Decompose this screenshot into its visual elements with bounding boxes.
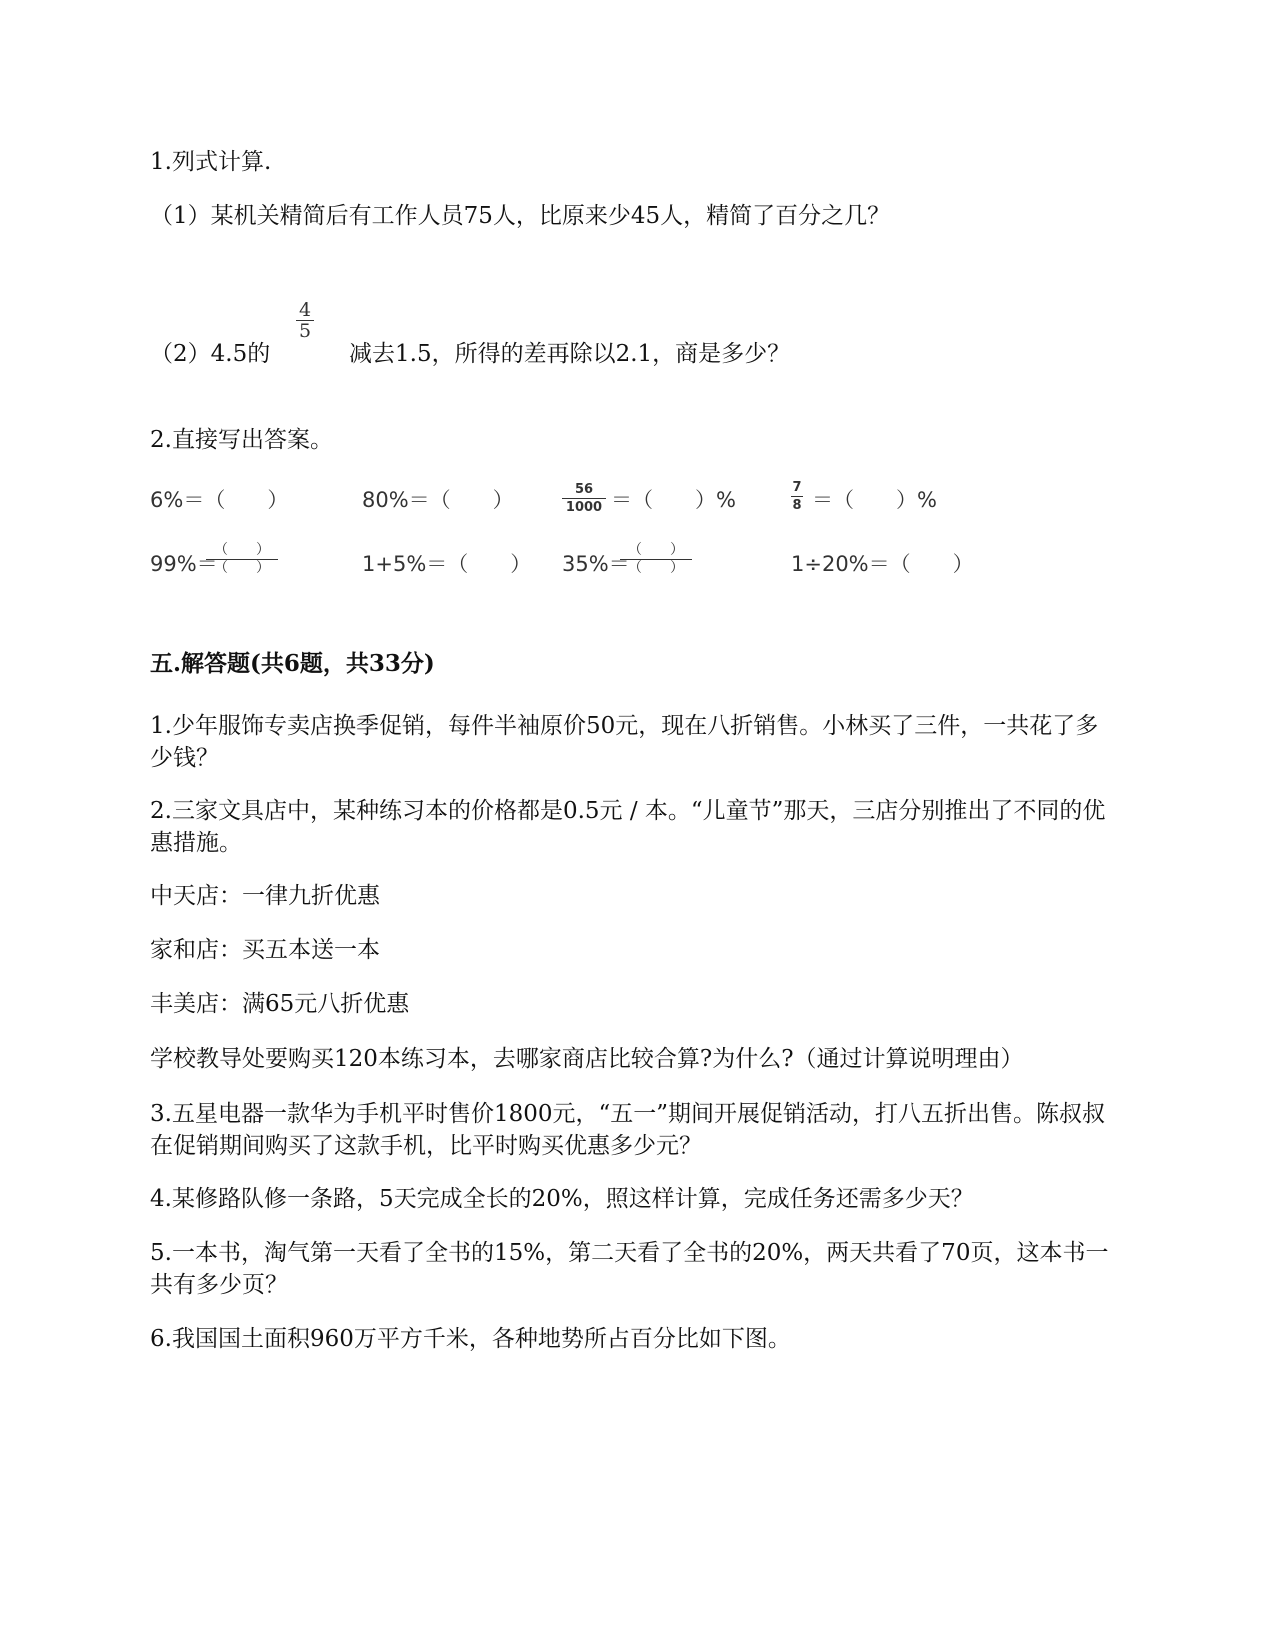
question-1-part-2-suffix: 减去1.5，所得的差再除以2.1，商是多少？ — [349, 341, 791, 367]
answer-item-7-over-8-blank: ＝（ ）% — [812, 488, 937, 512]
question-1-title: 1.列式计算. — [150, 149, 272, 175]
fraction-numerator: 7 — [792, 480, 802, 495]
fraction-denominator: 8 — [792, 498, 802, 513]
answer-item-6-percent: 6%＝（ ） — [150, 488, 289, 512]
fraction-numerator-blank: （ ） — [628, 542, 684, 558]
fraction-56-over-1000 — [562, 481, 606, 516]
section-heading: 五.解答题(共6题，共33分) — [150, 650, 435, 677]
fraction-blank-99-percent — [206, 542, 278, 577]
problem-2-shop-fengmei: 丰美店：满65元八折优惠 — [150, 991, 410, 1017]
problem-2-shop-jiahe: 家和店：买五本送一本 — [150, 937, 380, 963]
fraction-denominator: 5 — [298, 320, 312, 342]
answer-item-1-plus-5-percent: 1+5%＝（ ） — [362, 552, 532, 576]
problem-3: 3.五星电器一款华为手机平时售价1800元，“五一”期间开展促销活动，打八五折出售。陈叔叔在促销期间购买了这款手机，比平时购买优惠多少元？ — [150, 1101, 1105, 1159]
fraction-four-fifths — [296, 300, 314, 341]
fraction-blank-35-percent — [620, 542, 692, 577]
fraction-numerator-blank: （ ） — [214, 542, 270, 558]
problem-2-question: 学校教导处要购买120本练习本，去哪家商店比较合算?为什么?（通过计算说明理由） — [150, 1046, 1024, 1072]
fraction-denominator-blank: （ ） — [628, 560, 684, 576]
question-1-part-1: （1）某机关精简后有工作人员75人，比原来少45人，精简了百分之几？ — [150, 203, 891, 229]
problem-5: 5.一本书，淘气第一天看了全书的15%，第二天看了全书的20%，两天共看了70页，这本书一共有多少页？ — [150, 1240, 1109, 1298]
fraction-numerator: 56 — [574, 482, 594, 497]
fraction-numerator: 4 — [298, 299, 312, 321]
question-1-part-2-prefix: （2）4.5的 — [150, 341, 271, 367]
fraction-7-over-8 — [791, 479, 803, 514]
fraction-denominator-blank: （ ） — [214, 560, 270, 576]
fraction-denominator: 1000 — [565, 500, 603, 515]
answer-item-56-over-1000-blank: ＝（ ）% — [611, 488, 736, 512]
problem-4: 4.某修路队修一条路，5天完成全长的20%，照这样计算，完成任务还需多少天？ — [150, 1186, 974, 1212]
answer-item-1-div-20-percent: 1÷20%＝（ ） — [791, 552, 974, 576]
problem-1: 1.少年服饰专卖店换季促销，每件半袖原价50元，现在八折销售。小林买了三件，一共花了多少钱？ — [150, 713, 1099, 771]
question-2-title: 2.直接写出答案。 — [150, 427, 333, 453]
answer-item-35-percent: 35%＝ — [562, 552, 630, 576]
problem-2-shop-zhongtian: 中天店：一律九折优惠 — [150, 883, 380, 909]
answer-item-80-percent: 80%＝（ ） — [362, 488, 514, 512]
problem-6: 6.我国国土面积960万平方千米，各种地势所占百分比如下图。 — [150, 1326, 791, 1352]
answer-item-99-percent: 99%＝ — [150, 552, 218, 576]
problem-2: 2.三家文具店中，某种练习本的价格都是0.5元 / 本。“儿童节”那天，三店分别推出了不同的优惠措施。 — [150, 798, 1106, 856]
